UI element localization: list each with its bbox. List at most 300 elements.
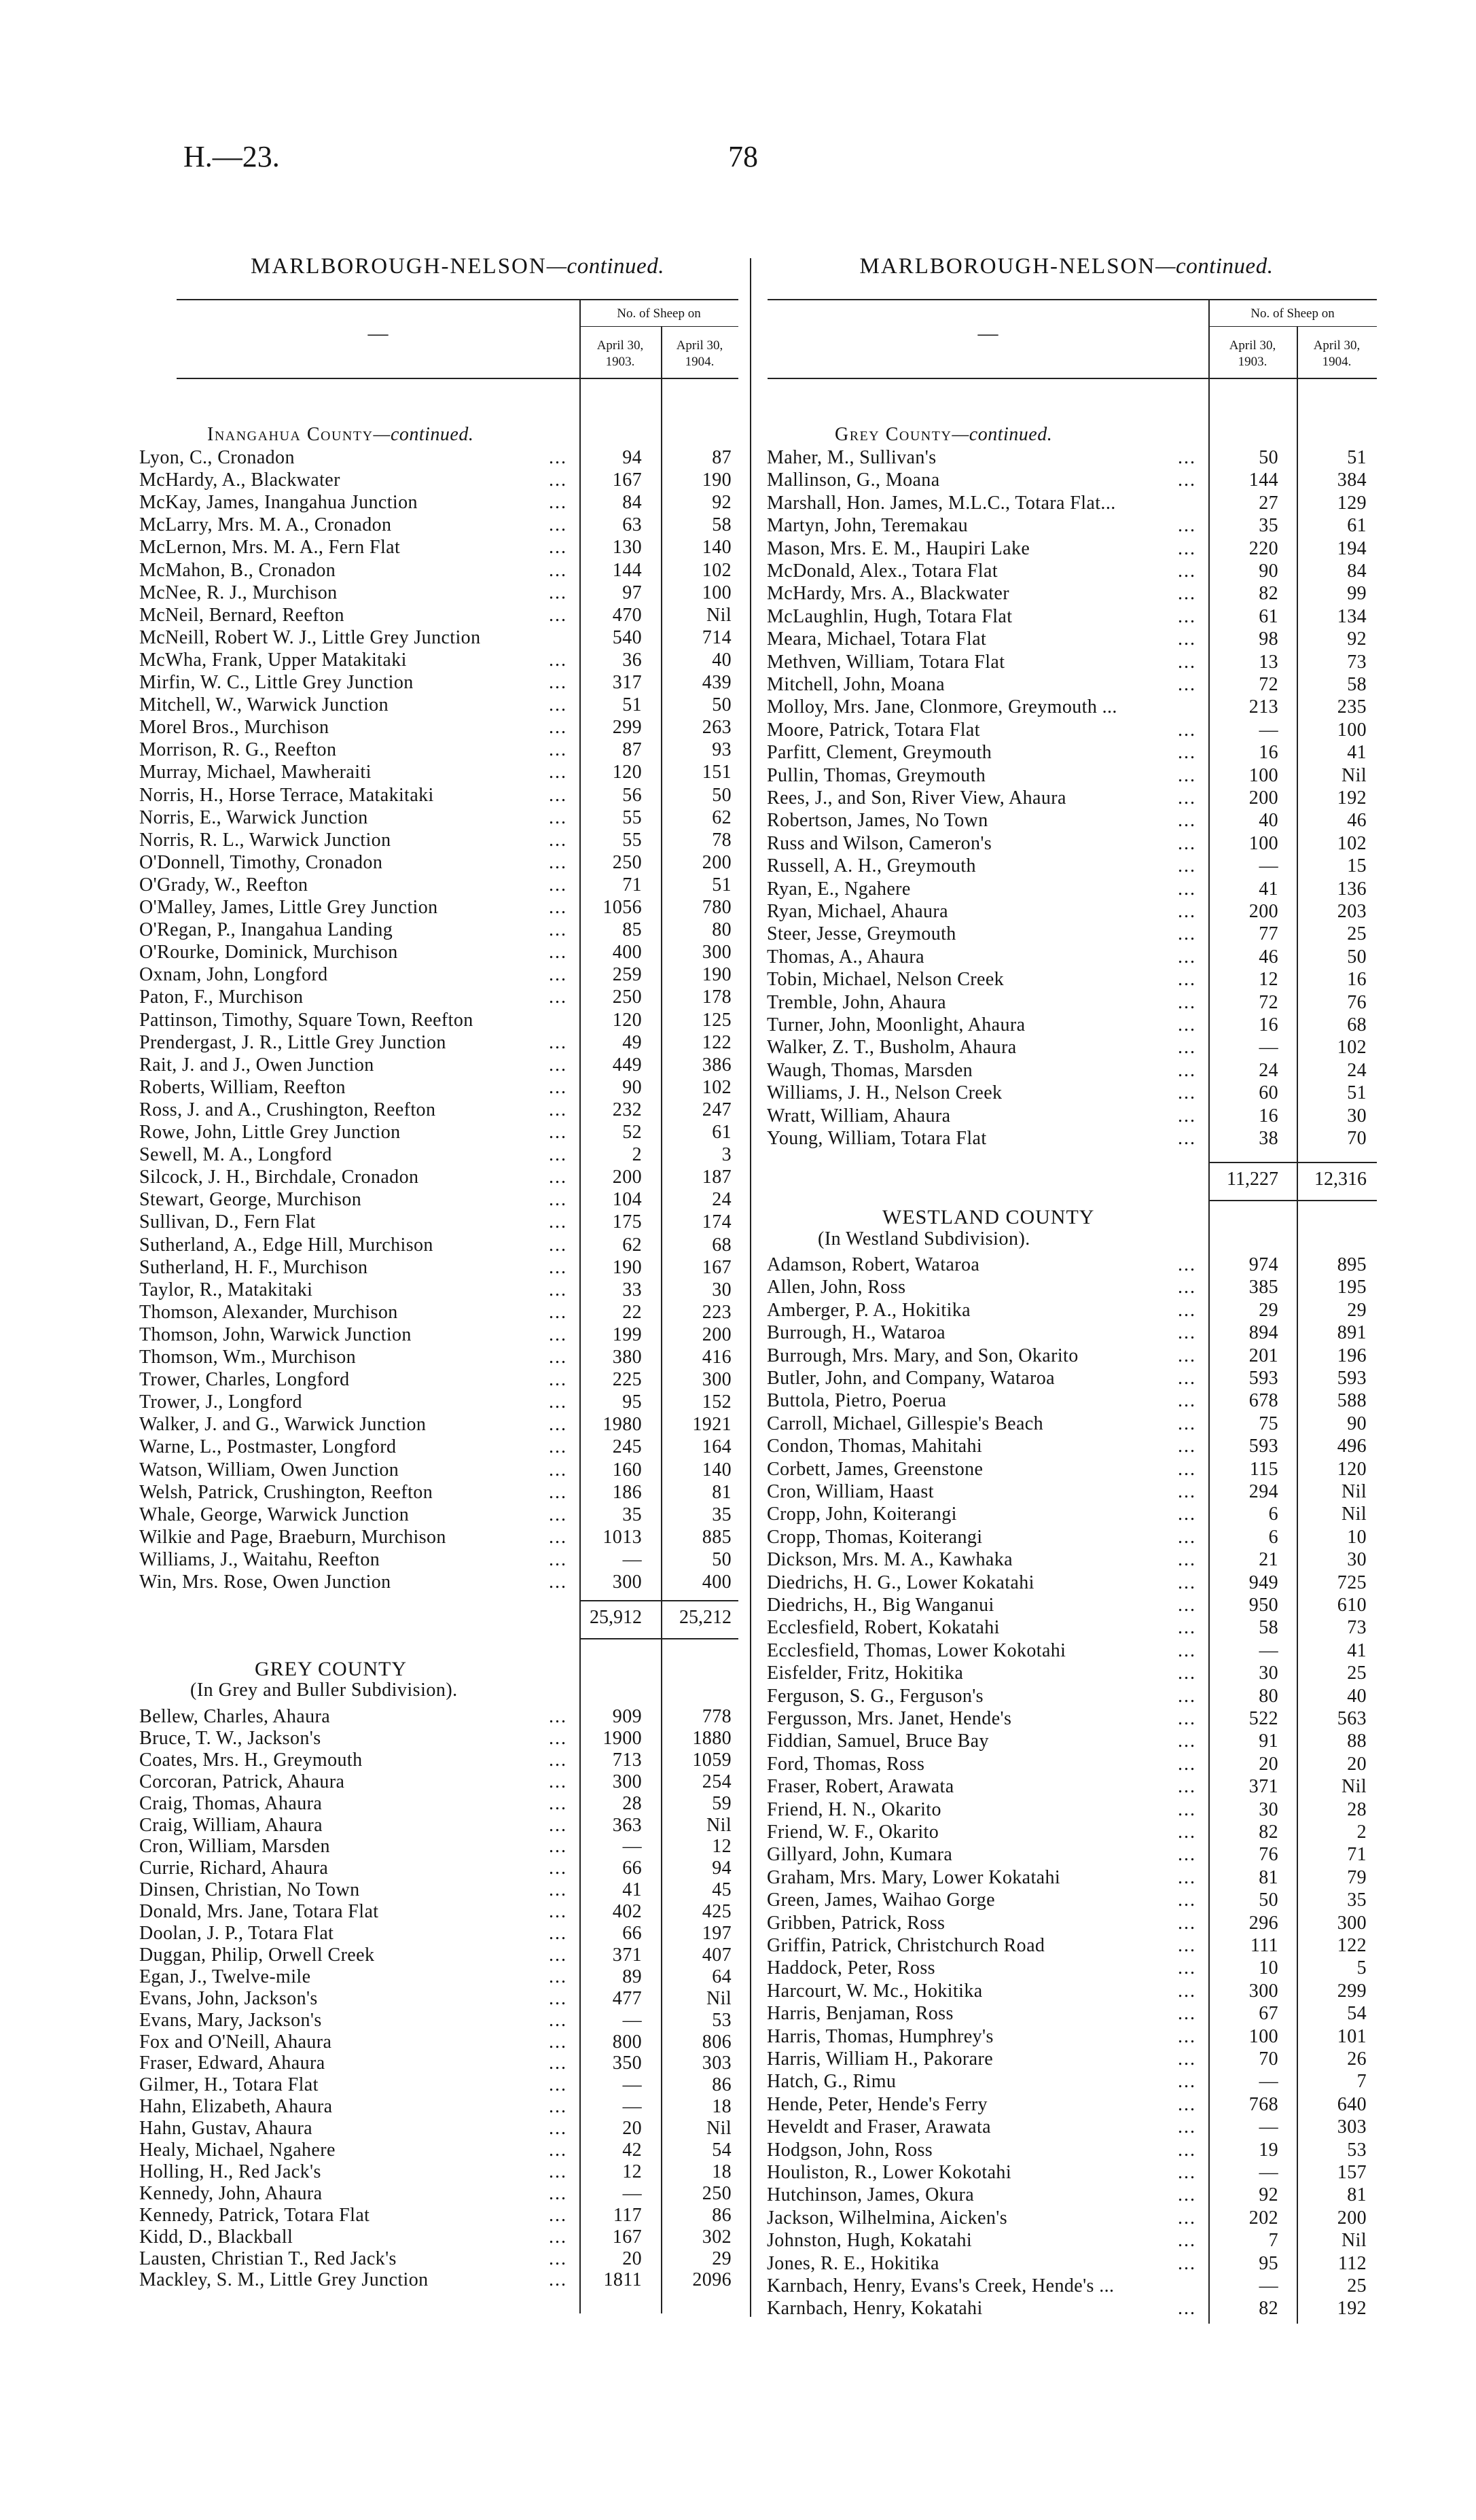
table-row xyxy=(0,923,1476,945)
sheep-1903: — xyxy=(622,1548,642,1570)
owner-name: Currie, Richard, Ahaura xyxy=(139,1858,329,1879)
leader-dots: ... xyxy=(549,2009,567,2031)
sheep-1904: 35 xyxy=(1347,1889,1367,1911)
table-row xyxy=(0,741,1476,764)
sheep-1903: 117 xyxy=(613,2204,642,2226)
sheep-1904: Nil xyxy=(706,2118,732,2140)
owner-name: Donald, Mrs. Jane, Totara Flat xyxy=(139,1901,379,1923)
sheep-1903: 678 xyxy=(1248,1390,1278,1412)
sheep-1904: 41 xyxy=(1347,742,1367,764)
sheep-1904: 386 xyxy=(702,1054,732,1076)
sheep-1904: 88 xyxy=(1347,1731,1367,1752)
total-1903: 11,227 xyxy=(1227,1169,1278,1190)
owner-name: Butler, John, and Company, Wataroa xyxy=(767,1368,1055,1389)
leader-dots: ... xyxy=(549,2161,567,2182)
leader-dots: ... xyxy=(1178,991,1196,1013)
page-reference: H.—23. xyxy=(183,140,280,173)
sheep-1903: 200 xyxy=(612,1167,642,1188)
leader-dots: ... xyxy=(549,1727,567,1749)
header-mid-rule xyxy=(579,326,738,327)
sheep-1903: 371 xyxy=(1248,1776,1278,1798)
section-heading xyxy=(835,424,1052,446)
leader-dots: ... xyxy=(1178,2162,1196,2183)
table-row xyxy=(0,1413,1476,1435)
table-row xyxy=(0,1753,1476,1775)
sheep-1903: 13 xyxy=(1259,651,1278,673)
sheep-1903: 225 xyxy=(612,1369,642,1391)
owner-name: Harcourt, W. Mc., Hokitika xyxy=(767,1980,983,2002)
sheep-1903: 97 xyxy=(622,582,642,603)
owner-name: Jones, R. E., Hokitika xyxy=(767,2252,939,2274)
leader-dots: ... xyxy=(1178,1390,1196,1412)
sheep-1904: 101 xyxy=(1337,2025,1367,2047)
owner-name: Moore, Patrick, Totara Flat xyxy=(767,719,980,741)
sheep-1904: 200 xyxy=(702,851,732,873)
owner-name: Roberts, William, Reefton xyxy=(139,1076,346,1098)
sheep-1903: — xyxy=(1259,2116,1278,2138)
sheep-1904: 496 xyxy=(1337,1436,1367,1457)
sheep-1903: 61 xyxy=(1259,605,1278,627)
leader-dots: ... xyxy=(549,672,567,693)
total-1904: 25,212 xyxy=(679,1607,732,1628)
leader-dots: ... xyxy=(1178,1549,1196,1571)
col-1903-header: April 30, xyxy=(596,338,644,353)
table-row xyxy=(0,2297,1476,2320)
sheep-1904: 129 xyxy=(1337,492,1367,514)
table-row xyxy=(0,446,1476,469)
leader-dots: ... xyxy=(549,469,567,491)
sheep-1903: 167 xyxy=(612,469,642,491)
leader-dots: ... xyxy=(549,559,567,581)
owner-name: Doolan, J. P., Totara Flat xyxy=(139,1923,334,1944)
sheep-1904: Nil xyxy=(1342,1481,1367,1502)
leader-dots: ... xyxy=(1178,1663,1196,1684)
owner-name: Welsh, Patrick, Crushington, Reefton xyxy=(139,1481,433,1503)
sheep-1903: 10 xyxy=(1259,1957,1278,1979)
sheep-1903: 75 xyxy=(1259,1413,1278,1434)
leader-dots: ... xyxy=(549,1548,567,1570)
owner-name: Harris, William H., Pakorare xyxy=(767,2048,994,2070)
table-row xyxy=(0,1526,1476,1548)
sheep-1903: 27 xyxy=(1259,492,1278,514)
leader-dots: ... xyxy=(1178,901,1196,922)
sheep-1903: 104 xyxy=(612,1189,642,1211)
sheep-1903: 894 xyxy=(1248,1322,1278,1344)
table-row xyxy=(0,1866,1476,1889)
sheep-1903: — xyxy=(1259,2162,1278,2183)
leader-dots: ... xyxy=(1178,764,1196,786)
sheep-1904: 1059 xyxy=(692,1749,732,1771)
owner-name: Sutherland, A., Edge Hill, Murchison xyxy=(139,1234,433,1256)
leader-dots: ... xyxy=(1178,1639,1196,1661)
sheep-1904: 303 xyxy=(1337,2116,1367,2138)
owner-name: Condon, Thomas, Mahitahi xyxy=(767,1436,983,1457)
left-table-title xyxy=(177,254,738,279)
sheep-1904: 187 xyxy=(702,1167,732,1188)
table-row xyxy=(0,900,1476,923)
leader-dots: ... xyxy=(549,919,567,941)
owner-name: Lyon, C., Cronadon xyxy=(139,447,295,468)
leader-dots: ... xyxy=(549,1481,567,1503)
sheep-1904: 92 xyxy=(712,492,732,514)
sheep-1904: 86 xyxy=(712,2074,732,2096)
sheep-1904: 120 xyxy=(1337,1458,1367,1480)
owner-name: Adamson, Robert, Wataroa xyxy=(767,1254,980,1275)
sheep-1904: 725 xyxy=(1337,1572,1367,1593)
leader-dots: ... xyxy=(1178,2298,1196,2320)
owner-name: Karnbach, Henry, Evans's Creek, Hende's ... xyxy=(767,2275,1115,2296)
owner-name: Diedrichs, H. G., Lower Kokatahi xyxy=(767,1572,1034,1593)
sheep-1904: 407 xyxy=(702,1944,732,1966)
owner-name: Cron, William, Haast xyxy=(767,1481,934,1502)
leader-dots: ... xyxy=(549,1836,567,1858)
owner-name: Sutherland, H. F., Murchison xyxy=(139,1256,368,1278)
sheep-1903: 800 xyxy=(612,2031,642,2053)
owner-name: Waugh, Thomas, Marsden xyxy=(767,1059,973,1081)
owner-name: Steer, Jesse, Greymouth xyxy=(767,923,956,945)
sheep-1903: 294 xyxy=(1248,1481,1278,1502)
owner-name: Morrison, R. G., Reefton xyxy=(139,739,337,761)
leader-dots: ... xyxy=(1178,1708,1196,1729)
owner-name: Fox and O'Neill, Ahaura xyxy=(139,2031,332,2053)
sheep-1904: 178 xyxy=(702,987,732,1008)
sheep-1904: 20 xyxy=(1347,1753,1367,1775)
sheep-1904: 302 xyxy=(702,2226,732,2248)
leader-dots: ... xyxy=(1178,1912,1196,1934)
owner-name: Evans, Mary, Jackson's xyxy=(139,2009,322,2031)
owner-name: Thomas, A., Ahaura xyxy=(767,946,924,968)
sheep-1903: — xyxy=(1259,2275,1278,2296)
header-mid-rule xyxy=(1208,326,1377,327)
owner-name: Dickson, Mrs. M. A., Kawhaka xyxy=(767,1549,1013,1571)
sheep-1904: 151 xyxy=(702,762,732,783)
leader-dots: ... xyxy=(1178,1105,1196,1126)
sheep-1904: 50 xyxy=(712,1548,732,1570)
sheep-1904: 778 xyxy=(702,1706,732,1727)
owner-name: Morel Bros., Murchison xyxy=(139,717,329,739)
leader-dots: ... xyxy=(1178,1889,1196,1911)
owner-name: O'Rourke, Dominick, Murchison xyxy=(139,942,398,963)
table-row xyxy=(0,1345,1476,1367)
leader-dots: ... xyxy=(549,2053,567,2074)
sheep-1904: 122 xyxy=(1337,1935,1367,1956)
table-row xyxy=(0,1458,1476,1480)
leader-dots: ... xyxy=(1178,605,1196,627)
owner-name: Walker, Z. T., Busholm, Ahaura xyxy=(767,1037,1017,1059)
owner-name: Rowe, John, Little Grey Junction xyxy=(139,1122,401,1143)
owner-name: Griffin, Patrick, Christchurch Road xyxy=(767,1935,1045,1956)
owner-name: Walker, J. and G., Warwick Junction xyxy=(139,1414,427,1436)
sheep-1903: 12 xyxy=(622,2161,642,2182)
leader-dots: ... xyxy=(1178,2230,1196,2252)
owner-name: Heveldt and Fraser, Arawata xyxy=(767,2116,991,2138)
sheep-1904: 29 xyxy=(1347,1299,1367,1321)
table-row xyxy=(0,2116,1476,2138)
leader-dots: ... xyxy=(1178,1254,1196,1275)
leader-dots: ... xyxy=(549,1211,567,1233)
sheep-1904: 41 xyxy=(1347,1639,1367,1661)
owner-name: Trower, J., Longford xyxy=(139,1391,302,1413)
sheep-1903: — xyxy=(1259,1037,1278,1059)
owner-name: Egan, J., Twelve-mile xyxy=(139,1966,311,1987)
owner-name: McNeil, Bernard, Reefton xyxy=(139,604,344,626)
sheep-1903: 20 xyxy=(622,2118,642,2140)
owner-name: O'Donnell, Timothy, Cronadon xyxy=(139,851,383,873)
owner-name: Bruce, T. W., Jackson's xyxy=(139,1727,321,1749)
owner-name: Stewart, George, Murchison xyxy=(139,1189,362,1211)
owner-name: Tobin, Michael, Nelson Creek xyxy=(767,969,1005,991)
leader-dots: ... xyxy=(1178,1617,1196,1639)
leader-dots: ... xyxy=(1178,2071,1196,2093)
sheep-1904: Nil xyxy=(1342,1776,1367,1798)
owner-name: Rees, J., and Son, River View, Ahaura xyxy=(767,787,1066,809)
table-row xyxy=(0,514,1476,537)
sheep-1903: 120 xyxy=(612,1009,642,1031)
leader-dots: ... xyxy=(1178,1957,1196,1979)
sheep-1904: 195 xyxy=(1337,1277,1367,1298)
table-row xyxy=(0,1503,1476,1525)
sheep-1903: 115 xyxy=(1249,1458,1278,1480)
title-suffix: —continued. xyxy=(546,254,664,279)
sheep-1903: 35 xyxy=(622,1504,642,1525)
table-row xyxy=(0,1548,1476,1571)
table-row xyxy=(0,2275,1476,2297)
owner-name: Williams, J. H., Nelson Creek xyxy=(767,1082,1003,1104)
leader-dots: ... xyxy=(549,2096,567,2118)
owner-name: Mitchell, John, Moana xyxy=(767,674,945,695)
sheep-1904: 61 xyxy=(1347,515,1367,537)
sheep-1903: 167 xyxy=(612,2226,642,2248)
sheep-1903: 52 xyxy=(622,1122,642,1143)
owner-name: Cron, William, Marsden xyxy=(139,1836,330,1858)
owner-name: Cropp, John, Koiterangi xyxy=(767,1504,957,1525)
table-row xyxy=(0,1843,1476,1866)
leader-dots: ... xyxy=(1178,1368,1196,1389)
sheep-1904: 12 xyxy=(712,1836,732,1858)
table-row xyxy=(0,787,1476,809)
sheep-1904: 250 xyxy=(702,2182,732,2204)
col-1903-header: April 30, xyxy=(1229,338,1276,353)
owner-name: Meara, Michael, Totara Flat xyxy=(767,628,987,650)
sheep-1904: 53 xyxy=(712,2009,732,2031)
sheep-1904: 68 xyxy=(712,1234,732,1256)
owner-name: Thomson, Wm., Murchison xyxy=(139,1347,357,1368)
sheep-1903: 300 xyxy=(612,1572,642,1593)
leader-dots: ... xyxy=(549,1144,567,1166)
sheep-1903: 449 xyxy=(612,1054,642,1076)
owner-name: Martyn, John, Teremakau xyxy=(767,515,968,537)
owner-name: Whale, George, Warwick Junction xyxy=(139,1504,410,1525)
leader-dots: ... xyxy=(1178,1413,1196,1434)
owner-name: Corcoran, Patrick, Ahaura xyxy=(139,1771,345,1792)
sheep-1904: 157 xyxy=(1337,2162,1367,2183)
sheep-1904: 439 xyxy=(702,672,732,693)
owner-name: Gilmer, H., Totara Flat xyxy=(139,2074,319,2096)
sheep-1904: 53 xyxy=(1347,2139,1367,2161)
leader-dots: ... xyxy=(549,649,567,671)
leader-dots: ... xyxy=(549,1504,567,1525)
leader-dots: ... xyxy=(549,2269,567,2291)
sheep-1903: 87 xyxy=(622,739,642,761)
sheep-1904: 30 xyxy=(712,1279,732,1300)
leader-dots: ... xyxy=(1178,810,1196,832)
sheep-1904: 300 xyxy=(702,942,732,963)
table-row xyxy=(0,651,1476,673)
sheep-1903: 296 xyxy=(1248,1912,1278,1934)
col-1903-year: 1903. xyxy=(1238,355,1267,369)
sheep-1904: 76 xyxy=(1347,991,1367,1013)
owner-name: Wratt, William, Ahaura xyxy=(767,1105,951,1126)
sheep-1903: 130 xyxy=(612,537,642,558)
sheep-1904: 94 xyxy=(712,1858,732,1879)
sheep-1904: 174 xyxy=(702,1211,732,1233)
leader-dots: ... xyxy=(1178,1082,1196,1104)
owner-name: McHardy, Mrs. A., Blackwater xyxy=(767,583,1009,605)
sheep-1903: 92 xyxy=(1259,2184,1278,2206)
owner-name: Fiddian, Samuel, Bruce Bay xyxy=(767,1731,989,1752)
sheep-1904: 400 xyxy=(702,1572,732,1593)
sheep-1903: 200 xyxy=(1248,787,1278,809)
sheep-1904: 28 xyxy=(1347,1798,1367,1820)
sheep-1903: 56 xyxy=(622,784,642,806)
leader-dots: ... xyxy=(1178,1980,1196,2002)
sheep-1903: 55 xyxy=(622,806,642,828)
sheep-1903: 70 xyxy=(1259,2048,1278,2070)
sheep-1903: 100 xyxy=(1248,764,1278,786)
owner-name: Paton, F., Murchison xyxy=(139,987,304,1008)
sheep-1904: 24 xyxy=(1347,1059,1367,1081)
sheep-1904: 190 xyxy=(702,964,732,986)
sheep-1903: 72 xyxy=(1259,991,1278,1013)
sheep-1904: 102 xyxy=(702,559,732,581)
name-column-header: — xyxy=(977,322,998,344)
table-row xyxy=(0,832,1476,855)
sheep-1904: 30 xyxy=(1347,1549,1367,1571)
owner-name: Lausten, Christian T., Red Jack's xyxy=(139,2248,397,2269)
sheep-1904: 254 xyxy=(702,1771,732,1792)
sheep-1904: 610 xyxy=(1337,1595,1367,1616)
table-row xyxy=(0,2207,1476,2229)
sheep-1904: 891 xyxy=(1337,1322,1367,1344)
section-heading xyxy=(207,424,473,446)
sheep-1903: 201 xyxy=(1248,1345,1278,1366)
sheep-1904: 29 xyxy=(712,2248,732,2269)
sheep-1903: 949 xyxy=(1248,1572,1278,1593)
sheep-1904: 7 xyxy=(1356,2071,1367,2093)
leader-dots: ... xyxy=(549,2118,567,2140)
leader-dots: ... xyxy=(549,1256,567,1278)
leader-dots: ... xyxy=(549,784,567,806)
leader-dots: ... xyxy=(549,1414,567,1436)
leader-dots: ... xyxy=(1178,719,1196,741)
leader-dots: ... xyxy=(549,604,567,626)
table-row xyxy=(0,1662,1476,1684)
sheep-1903: 175 xyxy=(612,1211,642,1233)
owner-name: Duggan, Philip, Orwell Creek xyxy=(139,1944,375,1966)
owner-name: Burrough, H., Wataroa xyxy=(767,1322,946,1344)
owner-name: Fergusson, Mrs. Janet, Hende's xyxy=(767,1708,1012,1729)
leader-dots: ... xyxy=(549,1167,567,1188)
leader-dots: ... xyxy=(549,874,567,895)
table-row xyxy=(0,1775,1476,1798)
table-row xyxy=(0,1367,1476,1389)
leader-dots: ... xyxy=(549,806,567,828)
owner-name: Diedrichs, H., Big Wanganui xyxy=(767,1595,994,1616)
sheep-1904: 35 xyxy=(712,1504,732,1525)
sheep-1903: 1900 xyxy=(602,1727,642,1749)
leader-dots: ... xyxy=(549,1987,567,2009)
sheep-1904: Nil xyxy=(1342,1504,1367,1525)
owner-name: Craig, William, Ahaura xyxy=(139,1814,323,1836)
sheep-1904: 73 xyxy=(1347,1617,1367,1639)
sheep-1904: 102 xyxy=(1337,1037,1367,1059)
owner-name: Kennedy, John, Ahaura xyxy=(139,2182,323,2204)
sheep-1904: 80 xyxy=(712,919,732,941)
leader-dots: ... xyxy=(1178,1844,1196,1866)
owner-name: Hutchinson, James, Okura xyxy=(767,2184,975,2206)
sheep-1903: 58 xyxy=(1259,1617,1278,1639)
owner-name: Friend, H. N., Okarito xyxy=(767,1798,941,1820)
sheep-1903: 16 xyxy=(1259,1014,1278,1035)
sheep-1904: 61 xyxy=(712,1122,732,1143)
table-row xyxy=(0,1639,1476,1662)
section-title: WESTLAND COUNTY xyxy=(882,1206,1095,1228)
leader-dots: ... xyxy=(549,987,567,1008)
sheep-1903: 67 xyxy=(1259,2003,1278,2025)
sheep-1903: 82 xyxy=(1259,1822,1278,1843)
sheep-1903: 36 xyxy=(622,649,642,671)
leader-dots: ... xyxy=(549,1076,567,1098)
owner-name: Healy, Michael, Ngahere xyxy=(139,2140,336,2161)
owner-name: Fraser, Edward, Ahaura xyxy=(139,2053,325,2074)
leader-dots: ... xyxy=(1178,1059,1196,1081)
sheep-1903: 250 xyxy=(612,987,642,1008)
sheep-1903: 29 xyxy=(1259,1299,1278,1321)
owner-name: Russell, A. H., Greymouth xyxy=(767,855,976,877)
sheep-1903: 111 xyxy=(1250,1935,1278,1956)
col-1904-year: 1904. xyxy=(685,355,715,369)
sheep-1903: 202 xyxy=(1248,2207,1278,2229)
sheep-1904: 200 xyxy=(1337,2207,1367,2229)
leader-dots: ... xyxy=(549,537,567,558)
right-table-title xyxy=(768,254,1365,279)
sheep-1903: 713 xyxy=(612,1749,642,1771)
table-row xyxy=(0,1821,1476,1843)
leader-dots: ... xyxy=(1178,1277,1196,1298)
sheep-1903: 1056 xyxy=(602,897,642,918)
table-row xyxy=(0,1616,1476,1639)
sheep-1904: 152 xyxy=(702,1391,732,1413)
sheep-1904: Nil xyxy=(1342,764,1367,786)
sheep-1903: 12 xyxy=(1259,969,1278,991)
owner-name: Mackley, S. M., Little Grey Junction xyxy=(139,2269,429,2291)
leader-dots: ... xyxy=(1178,674,1196,695)
owner-name: Hahn, Elizabeth, Ahaura xyxy=(139,2096,333,2118)
sheep-1903: 477 xyxy=(612,1987,642,2009)
table-row xyxy=(0,605,1476,628)
table-row xyxy=(0,1889,1476,1911)
sheep-1903: 950 xyxy=(1248,1595,1278,1616)
sheep-1904: 2 xyxy=(1356,1822,1367,1843)
sheep-1904: 1880 xyxy=(692,1727,732,1749)
sheep-1903: 24 xyxy=(1259,1059,1278,1081)
sheep-1903: — xyxy=(1259,719,1278,741)
table-row xyxy=(0,673,1476,696)
sheep-1903: 200 xyxy=(1248,901,1278,922)
sheep-1904: 18 xyxy=(712,2096,732,2118)
table-row xyxy=(0,628,1476,650)
leader-dots: ... xyxy=(549,492,567,514)
